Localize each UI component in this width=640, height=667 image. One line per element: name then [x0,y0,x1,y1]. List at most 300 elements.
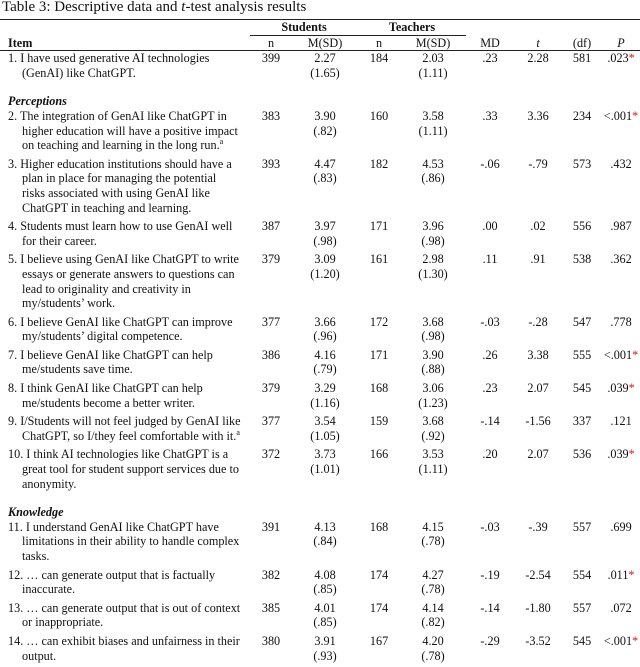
t-cell [514,381,562,414]
n-teachers-cell [358,447,400,495]
md-value: .26 [482,347,498,362]
caption-suffix: -test analysis results [185,0,307,15]
p-value: .362 [610,252,632,267]
n-teachers-cell [358,381,400,414]
df-cell [562,109,602,157]
n-teachers-cell [358,568,400,601]
group-spacer-right [466,20,640,36]
n-students: 380 [261,633,281,648]
item-cell [0,109,250,157]
n-students: 385 [261,600,281,615]
df-value: 557 [572,600,592,615]
md-cell [466,252,514,314]
t-cell [514,634,562,667]
item-label: 13. … can generate output that is out of context or inappropriate. [8,600,241,630]
df-value: 545 [572,633,592,648]
sd-teachers: (1.23) [418,395,448,410]
mean-teachers: 3.06 [422,381,444,396]
item-text [8,219,242,248]
msd-students-cell [292,381,358,414]
msd-teachers-cell [400,520,466,568]
md-cell [466,601,514,634]
item-label: 2. The integration of GenAI like ChatGPT in higher education will have a positive impact on teaching and learning in the long run. [8,108,238,153]
sd-students: (1.01) [310,462,340,477]
item-text [8,634,242,663]
df-cell [562,601,602,634]
table-row [0,348,640,381]
msd-teachers-cell [400,252,466,314]
md-cell [466,51,514,85]
md-value: .23 [482,381,498,396]
df-cell [562,568,602,601]
df-cell [562,381,602,414]
msd-teachers-cell [400,414,466,447]
n-students: 372 [261,447,281,462]
t-cell [514,252,562,314]
mean-teachers: 3.96 [422,219,444,234]
t-value: 3.36 [527,108,549,123]
sd-students: (.98) [313,233,337,248]
sd-students: (.79) [313,362,337,377]
item-text [8,51,242,80]
item-cell [0,634,250,667]
n-students-cell [250,381,292,414]
msd-students-cell [292,634,358,667]
n-teachers: 167 [369,633,389,648]
teachers-group-label: Teachers [358,20,466,36]
table-row [0,447,640,495]
n-teachers: 160 [369,108,389,123]
n-students-cell [250,109,292,157]
md-cell [466,315,514,348]
msd-students-cell [292,520,358,568]
sd-students: (.82) [313,123,337,138]
df-cell [562,51,602,85]
sd-teachers: (.88) [421,362,445,377]
significance-star: * [628,447,635,462]
p-value: .778 [610,314,632,329]
significance-star: * [632,347,639,362]
t-value: 3.38 [527,347,549,362]
col-item: Item [0,36,250,51]
md-cell [466,447,514,495]
t-value: 2.28 [527,51,549,66]
n-students-cell [250,414,292,447]
msd-students-cell [292,109,358,157]
mean-students: 3.91 [314,633,336,648]
md-value: .11 [482,252,498,267]
item-label: 4. Students must learn how to use GenAI well for their career. [8,219,233,248]
msd-students-cell [292,315,358,348]
item-label: 11. I understand GenAI like ChatGPT have limitations in their ability to handle complex tasks. [8,519,240,563]
n-students: 382 [261,567,281,582]
n-students-cell [250,601,292,634]
t-cell [514,51,562,85]
item-label: 3. Higher education institutions should have a plan in place for managing the potential risks associated with using GenAI like ChatGPT in teaching and learning. [8,156,232,215]
sd-teachers: (.78) [421,648,445,663]
footnote-mark: a [219,137,224,147]
df-cell [562,348,602,381]
n-teachers-cell [358,414,400,447]
p-cell [602,601,640,634]
n-students-cell [250,520,292,568]
msd-teachers-cell [400,157,466,219]
item-label: 14. … can exhibit biases and unfairness in their output. [8,633,240,663]
n-students: 387 [261,219,281,234]
n-teachers-cell [358,252,400,314]
df-value: 556 [572,219,592,234]
p-cell [602,381,640,414]
n-students-cell [250,447,292,495]
item-label: 5. I believe using GenAI like ChatGPT to write essays or generate answers to questions can lead to originality and creativity in my/students’ work. [8,252,239,311]
df-cell [562,252,602,314]
n-teachers: 174 [369,600,389,615]
item-text [8,568,242,597]
item-cell [0,568,250,601]
table-row [0,520,640,568]
df-cell [562,219,602,252]
t-cell [514,109,562,157]
t-value: 2.07 [527,381,549,396]
md-value: -.06 [480,156,500,171]
mean-teachers: 4.53 [422,156,444,171]
n-students-cell [250,219,292,252]
p-cell [602,109,640,157]
n-teachers: 182 [369,156,389,171]
n-students-cell [250,157,292,219]
n-teachers: 172 [369,314,389,329]
n-students-cell [250,252,292,314]
p-value: <.001 [603,633,633,648]
md-value: -.03 [480,314,500,329]
df-value: 536 [572,447,592,462]
sd-teachers: (.98) [421,233,445,248]
p-value: .121 [610,414,632,429]
significance-star: * [632,633,639,648]
t-value: -3.52 [525,633,551,648]
mean-students: 3.09 [314,252,336,267]
item-text [8,447,242,491]
n-students-cell [250,51,292,85]
p-value: .072 [610,600,632,615]
df-cell [562,315,602,348]
col-p [602,36,640,51]
n-teachers-cell [358,601,400,634]
mean-teachers: 4.14 [422,600,444,615]
significance-star: * [628,51,635,66]
results-table [0,19,640,667]
df-cell [562,447,602,495]
df-value: 234 [572,108,592,123]
n-students: 379 [261,381,281,396]
mean-teachers: 4.27 [422,567,444,582]
col-n-teachers: n [358,36,400,51]
mean-students: 4.47 [314,156,336,171]
sd-teachers: (.78) [421,534,445,549]
df-cell [562,634,602,667]
table-row [0,157,640,219]
df-value: 555 [572,347,592,362]
t-cell [514,315,562,348]
df-value: 554 [572,567,592,582]
msd-students-cell [292,447,358,495]
p-value: .039 [607,447,629,462]
n-teachers-cell [358,315,400,348]
item-text [8,252,242,310]
n-teachers: 168 [369,381,389,396]
group-header-row [0,20,640,36]
mean-students: 3.90 [314,108,336,123]
section-row [0,495,640,520]
n-students: 386 [261,347,281,362]
p-cell [602,520,640,568]
p-cell [602,568,640,601]
sd-teachers: (1.11) [418,123,448,138]
md-value: -.14 [480,414,500,429]
item-text [8,348,242,377]
mean-students: 4.01 [314,600,336,615]
msd-teachers-cell [400,109,466,157]
t-cell [514,447,562,495]
n-students: 391 [261,519,281,534]
msd-teachers-cell [400,348,466,381]
n-students: 377 [261,314,281,329]
md-value: .23 [482,51,498,66]
item-cell [0,315,250,348]
item-cell [0,414,250,447]
sd-students: (.83) [313,171,337,186]
group-spacer [0,20,250,36]
md-cell [466,109,514,157]
item-cell [0,601,250,634]
msd-students-cell [292,601,358,634]
table-row [0,568,640,601]
sd-students: (1.20) [310,266,340,281]
t-value: .02 [530,219,546,234]
n-teachers: 174 [369,567,389,582]
t-cell [514,348,562,381]
md-cell [466,219,514,252]
item-label: 9. I/Students will not feel judged by GenAI like ChatGPT, so I/they feel comfortable with it. [8,414,241,443]
df-value: 547 [572,314,592,329]
mean-teachers: 2.98 [422,252,444,267]
mean-teachers: 3.90 [422,347,444,362]
md-value: -.14 [480,600,500,615]
sd-students: (.85) [313,615,337,630]
sd-students: (.85) [313,582,337,597]
teachers-group-header [358,20,466,36]
item-cell [0,219,250,252]
col-msd-students: M(SD) [292,36,358,51]
sd-students: (1.16) [310,395,340,410]
sd-students: (1.65) [310,65,340,80]
t-value: -2.54 [525,567,551,582]
item-text [8,109,242,153]
mean-teachers: 3.53 [422,447,444,462]
msd-students-cell [292,157,358,219]
mean-teachers: 3.58 [422,108,444,123]
df-value: 581 [572,51,592,66]
item-text [8,520,242,564]
t-value: .91 [530,252,546,267]
section-heading: Perceptions [8,94,67,109]
footnote-mark: a [236,427,240,437]
t-value: -.39 [528,519,548,534]
item-label: 7. I believe GenAI like ChatGPT can help me/students save time. [8,347,213,377]
n-teachers-cell [358,219,400,252]
col-p-label: P [617,35,625,50]
section-heading: Knowledge [8,505,64,520]
table-row [0,381,640,414]
p-value: .011 [607,567,629,582]
table-row [0,109,640,157]
mean-students: 3.66 [314,314,336,329]
mean-teachers: 4.20 [422,633,444,648]
students-group-header [250,20,358,36]
item-label: 10. I think AI technologies like ChatGPT is a great tool for student support services due to anonymity. [8,447,239,491]
md-cell [466,520,514,568]
p-cell [602,447,640,495]
item-cell [0,348,250,381]
n-teachers-cell [358,634,400,667]
item-cell [0,520,250,568]
md-value: .20 [482,447,498,462]
md-value: .00 [482,219,498,234]
sd-teachers: (1.30) [418,266,448,281]
t-cell [514,601,562,634]
significance-star: * [628,567,635,582]
p-cell [602,219,640,252]
n-teachers: 171 [369,219,389,234]
df-cell [562,157,602,219]
t-value: 2.07 [527,447,549,462]
n-students: 393 [261,156,281,171]
md-value: -.03 [480,519,500,534]
item-cell [0,157,250,219]
mean-teachers: 3.68 [422,414,444,429]
sd-teachers: (1.11) [418,462,448,477]
md-cell [466,348,514,381]
msd-students-cell [292,414,358,447]
mean-students: 3.29 [314,381,336,396]
table-row [0,51,640,85]
n-students-cell [250,348,292,381]
n-teachers: 161 [369,252,389,267]
msd-students-cell [292,348,358,381]
p-value: .699 [610,519,632,534]
df-value: 538 [572,252,592,267]
mean-students: 3.97 [314,219,336,234]
n-teachers: 184 [369,51,389,66]
df-value: 573 [572,156,592,171]
sd-students: (.96) [313,329,337,344]
p-cell [602,348,640,381]
msd-teachers-cell [400,447,466,495]
mean-students: 3.73 [314,447,336,462]
df-value: 557 [572,519,592,534]
item-text [8,381,242,410]
sd-teachers: (.98) [421,329,445,344]
msd-teachers-cell [400,634,466,667]
item-label: 6. I believe GenAI like ChatGPT can improve my/students’ digital competence. [8,314,233,344]
p-cell [602,51,640,85]
sd-teachers: (.82) [421,615,445,630]
md-cell [466,634,514,667]
t-cell [514,568,562,601]
table-row [0,414,640,447]
n-students: 383 [261,108,281,123]
table-body [0,51,640,667]
p-value: .987 [610,219,632,234]
p-cell [602,315,640,348]
df-cell [562,414,602,447]
section-row [0,84,640,109]
df-value: 337 [572,414,592,429]
item-text [8,315,242,344]
df-cell [562,520,602,568]
mean-students: 3.54 [314,414,336,429]
n-teachers: 171 [369,347,389,362]
p-cell [602,634,640,667]
mean-students: 4.16 [314,347,336,362]
n-teachers: 166 [369,447,389,462]
msd-teachers-cell [400,381,466,414]
p-value: .039 [607,381,629,396]
column-header-row [0,36,640,51]
n-students-cell [250,634,292,667]
msd-teachers-cell [400,315,466,348]
p-value: <.001 [603,347,633,362]
md-cell [466,414,514,447]
sd-students: (.84) [313,534,337,549]
md-value: .33 [482,108,498,123]
md-cell [466,157,514,219]
msd-teachers-cell [400,51,466,85]
t-cell [514,157,562,219]
n-students: 377 [261,414,281,429]
n-teachers-cell [358,51,400,85]
t-cell [514,219,562,252]
n-students-cell [250,568,292,601]
item-text [8,601,242,630]
t-cell [514,414,562,447]
p-value: .023 [607,51,629,66]
table-row [0,252,640,314]
col-df: (df) [562,36,602,51]
significance-star: * [632,108,639,123]
sd-teachers: (.78) [421,582,445,597]
table-row [0,601,640,634]
mean-teachers: 2.03 [422,51,444,66]
col-t-label: t [536,35,540,50]
item-cell [0,51,250,85]
caption-italic-t: t [181,0,186,15]
msd-students-cell [292,568,358,601]
md-cell [466,568,514,601]
sd-students: (.93) [313,648,337,663]
df-value: 545 [572,381,592,396]
n-teachers: 168 [369,519,389,534]
table-caption [2,0,306,16]
item-label: 8. I think GenAI like ChatGPT can help me/students become a better writer. [8,381,203,410]
msd-students-cell [292,219,358,252]
n-students: 399 [261,51,281,66]
mean-students: 2.27 [314,51,336,66]
sd-students: (1.05) [310,428,340,443]
t-value: -1.56 [525,414,551,429]
n-teachers-cell [358,520,400,568]
mean-teachers: 3.68 [422,314,444,329]
